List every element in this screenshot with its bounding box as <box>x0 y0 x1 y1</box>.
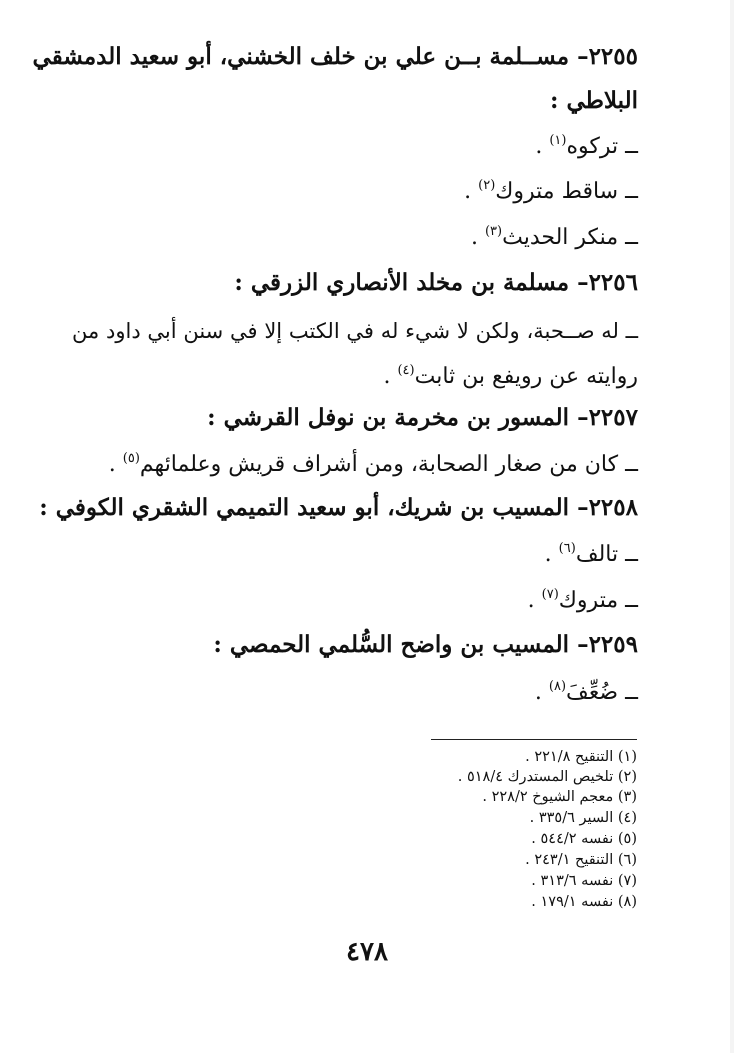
footnote-marker-4: (٤) <box>397 363 415 378</box>
period: . <box>464 179 472 204</box>
footnote-marker-6: (٦) <box>558 541 576 556</box>
footnote-marker-8: (٨) <box>548 679 567 694</box>
entry-text: ــ متروك <box>558 588 638 613</box>
footnote-7: (٧) نفسه ٣١٣/٦ . <box>531 873 637 889</box>
page-number: ٤٧٨ <box>346 937 388 967</box>
entry-text: ــ ساقط متروك <box>495 179 638 204</box>
entry-2255-line-2 <box>66 177 638 207</box>
entry-text: روايته عن رويفع بن ثابت <box>414 364 638 389</box>
footnote-8: (٨) نفسه ١٧٩/١ . <box>531 894 637 910</box>
entry-text: ــ ضُعِّفَ <box>566 680 638 705</box>
entry-2259-line-1 <box>66 678 638 708</box>
period: . <box>527 588 535 613</box>
period: . <box>535 134 543 159</box>
period: . <box>470 225 478 250</box>
entry-2255-line-1 <box>66 132 638 162</box>
footnote-marker-1: (١) <box>549 133 567 148</box>
entry-text: ــ تالف <box>575 542 638 567</box>
footnote-marker-3: (٣) <box>484 224 503 239</box>
period: . <box>383 364 391 389</box>
footnote-1: (١) التنقيح ٢٢١/٨ . <box>525 749 637 765</box>
entry-2256-heading: ٢٢٥٦– مسلمة بن مخلد الأنصاري الزرقي : <box>234 269 638 296</box>
entry-2257-line-1 <box>66 450 638 480</box>
entry-2257-heading: ٢٢٥٧– المسور بن مخرمة بن نوفل القرشي : <box>207 404 638 431</box>
footnote-marker-5: (٥) <box>122 451 140 466</box>
entry-2258-heading: ٢٢٥٨– المسيب بن شريك، أبو سعيد التميمي الشقري الكوفي : <box>39 494 638 521</box>
footnote-5: (٥) نفسه ٥٤٤/٢ . <box>531 831 637 847</box>
entry-2256-line-1: ــ له صــحبة، ولكن لا شيء له في الكتب إلا في سنن أبي داود من <box>72 319 638 343</box>
footnote-3: (٣) معجم الشيوخ ٢٢٨/٢ . <box>482 789 637 805</box>
period: . <box>544 542 552 567</box>
footnote-marker-7: (٧) <box>541 587 559 602</box>
footnote-2: (٢) تلخيص المستدرك ٥١٨/٤ . <box>457 769 637 785</box>
entry-2259-heading: ٢٢٥٩– المسيب بن واضح السُّلمي الحمصي : <box>213 631 638 658</box>
period: . <box>108 452 116 477</box>
page-edge-shadow <box>730 0 734 1053</box>
entry-2258-line-2 <box>66 586 638 616</box>
entry-2258-line-1 <box>66 540 638 570</box>
entry-text: ــ منكر الحديث <box>502 225 638 250</box>
entry-2256-line-2 <box>66 362 638 392</box>
entry-text: ــ تركوه <box>566 134 638 159</box>
entry-2255-line-3 <box>66 223 638 253</box>
footnote-6: (٦) التنقيح ٢٤٣/١ . <box>525 852 637 868</box>
entry-text: ــ كان من صغار الصحابة، ومن أشراف قريش وعلمائهم <box>139 452 638 477</box>
entry-2255-heading-continued: البلاطي : <box>549 87 638 114</box>
footnote-4: (٤) السير ٣٣٥/٦ . <box>529 810 637 826</box>
entry-2255-heading: ٢٢٥٥– مســلمة بــن علي بن خلف الخشني، أبو سعيد الدمشقي <box>32 43 638 70</box>
period: . <box>534 680 542 705</box>
footnote-marker-2: (٢) <box>478 178 496 193</box>
footnote-separator <box>431 739 637 740</box>
